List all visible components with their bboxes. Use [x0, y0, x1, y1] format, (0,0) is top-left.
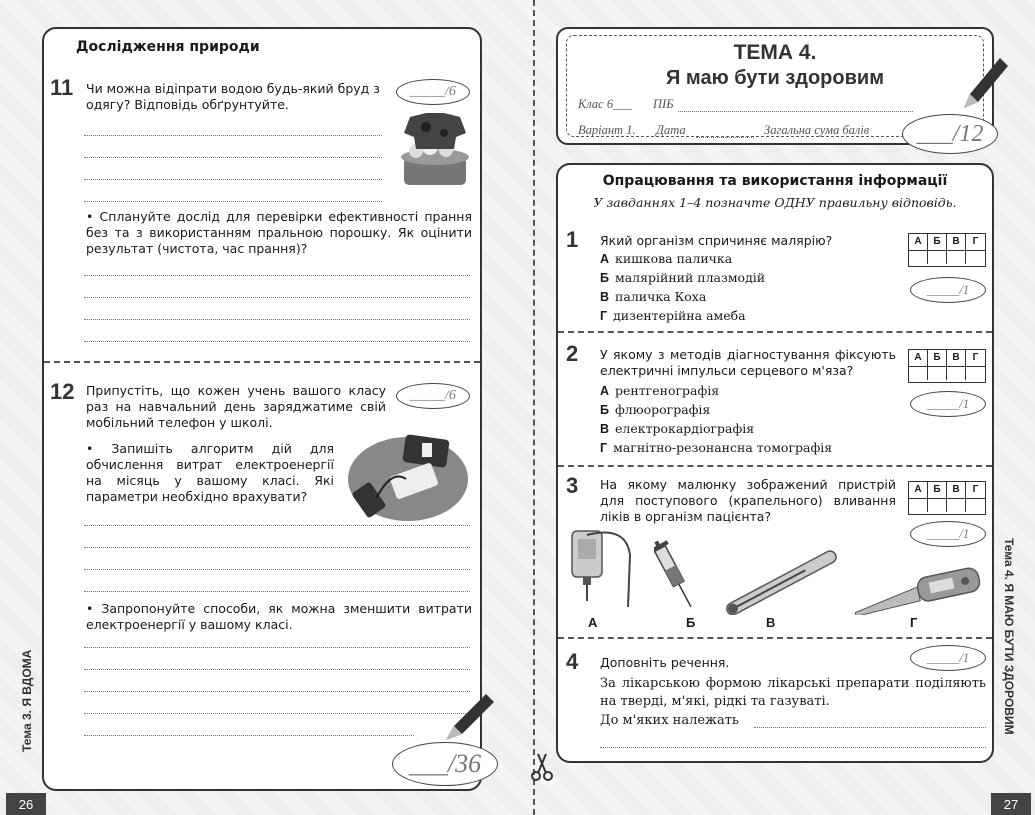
total-score-oval[interactable]: ___ /36	[392, 742, 498, 786]
question-text: Який організм спричиняє малярію?	[600, 233, 833, 248]
question-separator	[558, 331, 992, 333]
syringe-icon	[654, 537, 694, 613]
phone-charging-icon	[346, 429, 470, 523]
answer-line[interactable]	[84, 135, 382, 136]
answer-line[interactable]	[84, 647, 470, 648]
answer-line[interactable]	[84, 201, 382, 202]
pencil-icon	[958, 54, 1010, 112]
total-label: Загальна сума балів	[764, 123, 870, 137]
answer-line[interactable]	[84, 713, 470, 714]
iv-drip-bag-icon	[566, 525, 642, 609]
answer-line[interactable]	[84, 591, 470, 592]
section-title: Опрацювання та використання інформації	[602, 173, 948, 189]
answer-line[interactable]	[84, 157, 382, 158]
right-page	[518, 0, 1035, 815]
option-b[interactable]: Б флюорографія	[600, 402, 711, 417]
question-number: 12	[50, 379, 75, 404]
score-oval[interactable]: _____ /1	[910, 521, 986, 547]
question-number: 11	[50, 75, 74, 100]
date-label: Дата	[656, 123, 686, 137]
score-oval[interactable]: _____ /6	[396, 383, 470, 409]
pencil-icon	[440, 690, 496, 746]
variant-label: Варіант 1.	[578, 123, 636, 137]
section-title: Дослідження природи	[76, 39, 260, 55]
topic-number: ТЕМА 4.	[733, 41, 817, 64]
option-c[interactable]: В електрокардіографія	[600, 421, 755, 436]
fill-prompt: До м'яких належать	[600, 713, 740, 728]
question-number: 4	[566, 649, 579, 674]
answer-grid[interactable]: А Б В Г	[908, 233, 986, 267]
question-text: У якому з методів діагностування фіксують електричні імпульси серцевого м'яза?	[600, 347, 896, 378]
left-page	[0, 0, 517, 815]
name-field[interactable]	[678, 111, 913, 112]
page-number: 26	[6, 793, 46, 815]
answer-line[interactable]	[84, 275, 470, 276]
class-label: Клас 6___	[578, 97, 632, 111]
image-label: Б	[686, 615, 696, 630]
option-a[interactable]: А рентгенографія	[600, 383, 720, 398]
score-oval[interactable]: _____ /1	[910, 277, 986, 303]
option-b[interactable]: Б малярійний плазмодій	[600, 270, 766, 285]
question-number: 1	[566, 227, 579, 252]
total-score-oval[interactable]: ___ /12	[902, 114, 998, 154]
question-number: 2	[566, 341, 579, 366]
answer-line[interactable]	[84, 735, 414, 736]
answer-line[interactable]	[600, 747, 986, 748]
option-a[interactable]: А кишкова паличка	[600, 251, 733, 266]
question-body: За лікарською формою лікарські препарати поділяють на тверді, м'які, рідкі та газуваті.	[600, 676, 986, 709]
image-label: Г	[910, 615, 918, 630]
answer-line[interactable]	[84, 319, 470, 320]
washing-basin-icon	[396, 113, 474, 191]
question-text: На якому малюнку зображений пристрій для поступового (крапельного) вливання ліків в організм пацієнта?	[600, 477, 896, 524]
question-text: Чи можна відіпрати водою будь-який бруд з одягу? Відповідь обґрунтуйте.	[86, 81, 380, 112]
answer-line[interactable]	[84, 669, 470, 670]
digital-thermometer-icon	[848, 565, 988, 615]
image-label: В	[766, 615, 776, 630]
question-separator	[558, 637, 992, 639]
answer-grid[interactable]: А Б В Г	[908, 349, 986, 383]
page-number: 27	[991, 793, 1031, 815]
answer-line[interactable]	[84, 525, 470, 526]
score-oval[interactable]: _____ /1	[910, 391, 986, 417]
score-oval[interactable]: _____ /1	[910, 645, 986, 671]
option-d[interactable]: Г дизентерійна амеба	[600, 308, 746, 323]
answer-line[interactable]	[84, 569, 470, 570]
side-topic-label: Тема 3. Я ВДОМА	[20, 649, 34, 752]
question-separator	[44, 361, 480, 363]
question-text: Доповніть речення.	[600, 655, 730, 670]
answer-line[interactable]	[84, 179, 382, 180]
date-field[interactable]	[696, 137, 754, 138]
answer-grid[interactable]: А Б В Г	[908, 481, 986, 515]
instruction-text: У завданнях 1–4 позначте ОДНУ правильну відповідь.	[593, 195, 957, 210]
score-oval[interactable]: _____ /6	[396, 79, 470, 105]
option-c[interactable]: В паличка Коха	[600, 289, 707, 304]
scissors-icon	[530, 752, 554, 782]
worksheet-card	[556, 163, 994, 763]
question-separator	[558, 465, 992, 467]
topic-title: Я маю бути здоровим	[666, 67, 884, 89]
answer-line[interactable]	[84, 691, 470, 692]
name-label: ПІБ	[653, 97, 674, 111]
answer-line[interactable]	[84, 341, 470, 342]
image-label: А	[588, 615, 598, 630]
answer-line[interactable]	[84, 297, 470, 298]
question-number: 3	[566, 473, 579, 498]
side-topic-label: Тема 4. Я МАЮ БУТИ ЗДОРОВИМ	[1002, 538, 1016, 735]
task-text: • Запишіть алгоритм дій для обчислення витрат електроенергії на місяць у вашому класі. Які параметри необхідно врахувати?	[86, 441, 334, 504]
task-text: • Сплануйте дослід для перевірки ефективності прання без та з використанням пральною порошку. Як оцінити результат (чистота, час прання)?	[86, 209, 472, 256]
question-text: Припустіть, що кожен учень вашого класу раз на навчальний день заряджатиме свій мобільний телефон у школі.	[86, 383, 386, 430]
option-d[interactable]: Г магнітно-резонансна томографія	[600, 440, 833, 455]
task-text: • Запропонуйте способи, як можна зменшити витрати електроенергії у вашому класі.	[86, 601, 472, 632]
answer-line[interactable]	[84, 547, 470, 548]
thermometer-glass-icon	[716, 549, 846, 615]
worksheet-card	[42, 27, 482, 791]
answer-line[interactable]	[754, 727, 986, 728]
